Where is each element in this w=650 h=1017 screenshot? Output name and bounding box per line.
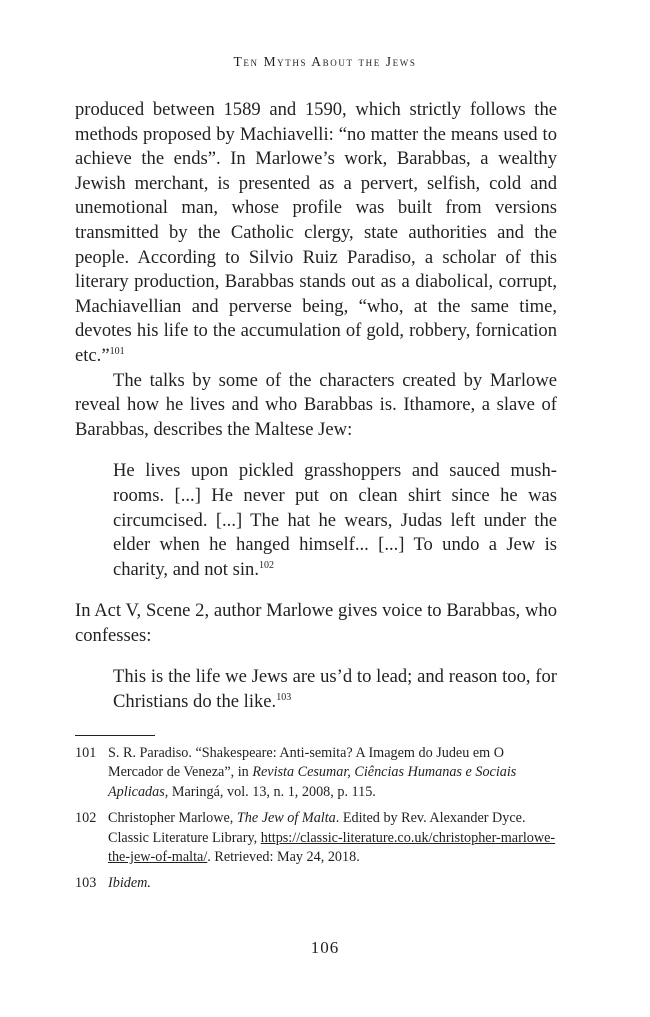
- block-quote: This is the life we Jews are us’d to lead; and reason too, for Christians do the like.$^{103}$: [113, 666, 557, 713]
- footnote-number: 103: [75, 875, 97, 892]
- footnotes: [75, 744, 557, 901]
- footnote-text: Christopher Marlowe, The Jew of Malta. Edited by Rev. Alexander Dyce. Classic Literature Library, https://classic-literature.co.uk/christopher-marlowe-the-jew-of-malta/. Retrieved: May 24, 2018.: [108, 810, 556, 866]
- paragraph: produced between 1589 and 1590, which strictly follows the methods proposed by Machiavelli: “no matter the means used to achieve the ends”. In Marlowe’s work, Barabbas, a wealthy Jewish merchant, is presented as a pervert, selfish, cold and unemotional man, whose profile was built from versions transmitted by the Catholic clergy, state authorities and the people. According to Silvio Ruiz Paradiso, a scholar of this literary production, Barabbas stands out as a diabolical, corrupt, Machiavellian and perverse being, “who, at the same time, devotes his life to the accumulation of gold, robbery, fornication etc.”$^{101}$: [75, 99, 557, 366]
- source-link[interactable]: https://classic-literature.co.uk/christopher-marlowe-the-jew-of-malta/: [108, 829, 556, 866]
- running-head: Ten Myths About the Jews: [233, 54, 417, 69]
- footnote: [75, 744, 557, 802]
- footnote-text: S. R. Paradiso. “Shakespeare: Anti-semita? A Imagem do Judeu em O Mercador de Veneza”, in Revista Cesumar, Ciências Humanas e Sociais Aplicadas, Maringá, vol. 13, n. 1, 2008, p. 115.: [108, 745, 517, 800]
- paragraph: In Act V, Scene 2, author Marlowe gives voice to Barabbas, who confesses:: [75, 600, 557, 646]
- body-text: [75, 98, 557, 732]
- footnote-ref: 101: [109, 345, 125, 357]
- footnote-number: 102: [75, 810, 97, 827]
- footnote-text: Ibidem.: [108, 875, 151, 892]
- block-quote: He lives upon pickled grasshoppers and sauced mush-rooms. [...] He never put on clean shirt since he was circumcised. [...] The hat he wears, Judas left under the elder when he hanged himself... [...] To undo a Jew is charity, and not sin.$^{102}$: [113, 460, 557, 580]
- page-number: 106: [310, 938, 340, 957]
- footnote: [75, 874, 557, 893]
- paragraph: The talks by some of the characters created by Marlowe reveal how he lives and who Barabbas is. Ithamore, a slave of Barabbas, describes the Maltese Jew:: [75, 369, 557, 440]
- footnote-ref: 103: [276, 691, 292, 703]
- footnote-number: 101: [75, 745, 97, 761]
- footnote-divider: [75, 735, 155, 736]
- footnote: [75, 809, 557, 867]
- footnote-ref: 102: [258, 559, 274, 571]
